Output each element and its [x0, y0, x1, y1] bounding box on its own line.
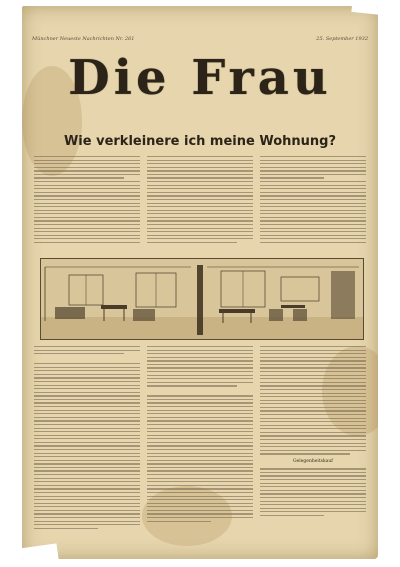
issue-date: 25. September 1932: [316, 36, 368, 42]
masthead-line: [32, 36, 368, 42]
upper-text-columns: [34, 156, 366, 252]
article-headline: Wie verkleinere ich meine Wohnung?: [63, 134, 337, 149]
room-illustration-drawing: [41, 259, 363, 339]
room-illustration: [40, 258, 364, 340]
newspaper-name: Münchner Neueste Nachrichten Nr. 261: [32, 36, 135, 42]
section-heading: Gelegenheitskauf: [293, 458, 333, 464]
lower-text-columns: [34, 346, 366, 552]
text-column-4: [34, 346, 140, 552]
newspaper-page: [22, 6, 378, 559]
text-column-6: [260, 346, 366, 552]
text-column-1: [34, 156, 140, 252]
text-column-5: [147, 346, 253, 552]
masthead-title: Die Frau: [68, 50, 332, 106]
text-column-3: [260, 156, 366, 252]
text-column-2: [147, 156, 253, 252]
